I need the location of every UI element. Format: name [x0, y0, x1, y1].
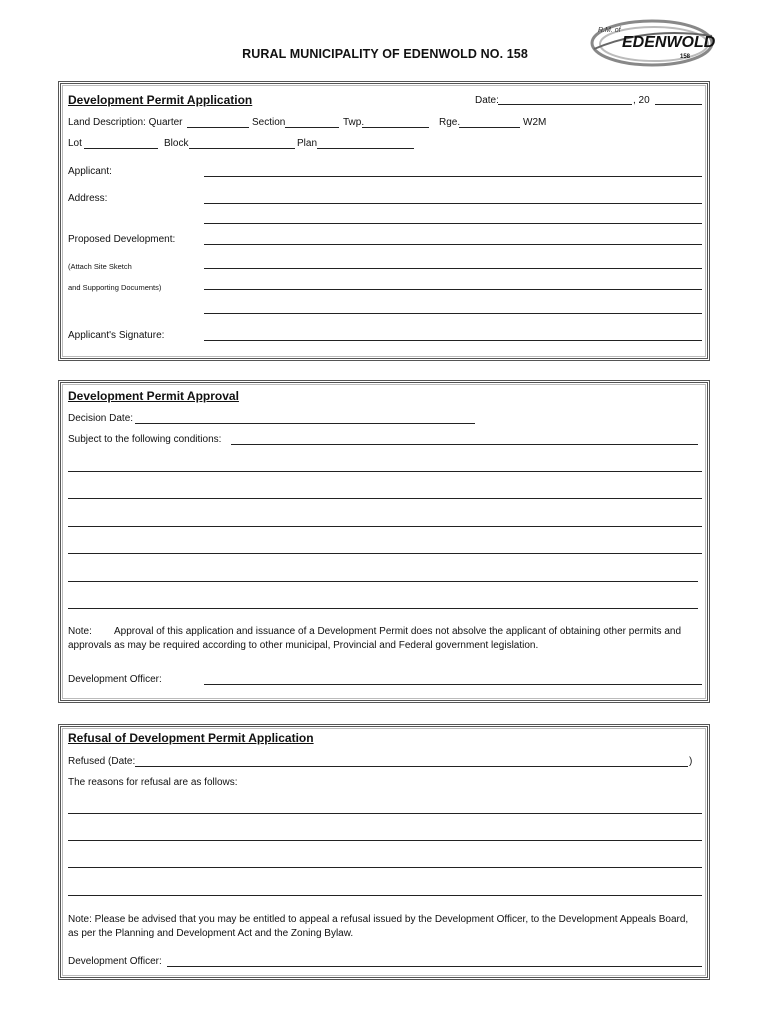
- refusal-heading: Refusal of Development Permit Application: [68, 731, 314, 745]
- rge-label: Rge.: [439, 117, 461, 128]
- refusal-note-line-1: Note: Please be advised that you may be entitled to appeal a refusal issued by the Development Officer, to the Development Appeals Board,: [68, 914, 689, 925]
- refused-date-close: ): [689, 756, 693, 767]
- address-label: Address:: [68, 193, 108, 204]
- date-year-field[interactable]: [655, 104, 702, 105]
- refusal-reasons-field-3[interactable]: [68, 867, 702, 868]
- application-heading: Development Permit Application: [68, 93, 253, 107]
- block-label: Block: [164, 138, 189, 149]
- twp-field[interactable]: [362, 127, 429, 128]
- site-sketch-note: (Attach Site Sketch: [68, 262, 132, 271]
- section-field[interactable]: [285, 127, 339, 128]
- land-description-label: Land Description: Quarter: [68, 117, 183, 128]
- signature-label: Applicant's Signature:: [68, 330, 165, 341]
- block-field[interactable]: [189, 148, 295, 149]
- refusal-reasons-field-2[interactable]: [68, 840, 702, 841]
- plan-label: Plan: [297, 138, 318, 149]
- approval-note-label: Note:: [68, 626, 92, 637]
- lot-label: Lot: [68, 138, 82, 149]
- lot-field[interactable]: [84, 148, 158, 149]
- refusal-reasons-label: The reasons for refusal are as follows:: [68, 777, 238, 788]
- approval-heading: Development Permit Approval: [68, 389, 239, 403]
- proposed-development-label: Proposed Development:: [68, 234, 176, 245]
- proposed-development-field-4[interactable]: [204, 313, 702, 314]
- date-field[interactable]: [498, 104, 632, 105]
- conditions-field-1[interactable]: [231, 444, 698, 445]
- refusal-reasons-field-1[interactable]: [68, 813, 702, 814]
- refused-date-field[interactable]: [135, 766, 688, 767]
- approval-note-line-2: approvals as may be required according to other municipal, Provincial and Federal government legislation.: [68, 640, 539, 651]
- supporting-documents-note: and Supporting Documents): [68, 283, 162, 292]
- conditions-field-2[interactable]: [68, 471, 702, 472]
- signature-field[interactable]: [204, 340, 702, 341]
- applicant-field[interactable]: [204, 176, 702, 177]
- twp-label: Twp.: [343, 117, 365, 128]
- approval-officer-label: Development Officer:: [68, 674, 162, 685]
- approval-note-line-1: Approval of this application and issuance of a Development Permit does not absolve the applicant of obtaining other permits and: [114, 626, 682, 637]
- proposed-development-field-3[interactable]: [204, 289, 702, 290]
- decision-date-label: Decision Date:: [68, 413, 134, 424]
- conditions-field-3[interactable]: [68, 498, 702, 499]
- section-label: Section: [252, 117, 286, 128]
- conditions-field-5[interactable]: [68, 553, 702, 554]
- conditions-field-4[interactable]: [68, 526, 702, 527]
- proposed-development-field-1[interactable]: [204, 244, 702, 245]
- meridian-label: W2M: [523, 117, 547, 128]
- logo-number: 158: [680, 54, 691, 60]
- date-label: Date:: [475, 95, 499, 106]
- edenwold-logo: [588, 16, 716, 70]
- conditions-field-6[interactable]: [68, 581, 698, 582]
- conditions-label: Subject to the following conditions:: [68, 434, 222, 445]
- refusal-section: [58, 724, 710, 980]
- plan-field[interactable]: [317, 148, 414, 149]
- page-title: RURAL MUNICIPALITY OF EDENWOLD NO. 158: [242, 47, 528, 61]
- logo-prefix: R.M. of: [598, 27, 621, 34]
- logo-name: EDENWOLD: [622, 34, 716, 51]
- refusal-reasons-field-4[interactable]: [68, 895, 702, 896]
- conditions-field-7[interactable]: [68, 608, 698, 609]
- address-field-1[interactable]: [204, 203, 702, 204]
- rge-field[interactable]: [459, 127, 520, 128]
- refusal-officer-label: Development Officer:: [68, 956, 162, 967]
- refused-date-label: Refused (Date:: [68, 756, 136, 767]
- date-year-label: , 20: [633, 95, 650, 106]
- refusal-note-line-2: as per the Planning and Development Act and the Zoning Bylaw.: [68, 928, 354, 939]
- decision-date-field[interactable]: [135, 423, 475, 424]
- proposed-development-field-2[interactable]: [204, 268, 702, 269]
- quarter-field[interactable]: [187, 127, 249, 128]
- approval-section: [58, 380, 710, 703]
- approval-officer-field[interactable]: [204, 684, 702, 685]
- applicant-label: Applicant:: [68, 166, 112, 177]
- refusal-officer-field[interactable]: [167, 966, 702, 967]
- address-field-2[interactable]: [204, 223, 702, 224]
